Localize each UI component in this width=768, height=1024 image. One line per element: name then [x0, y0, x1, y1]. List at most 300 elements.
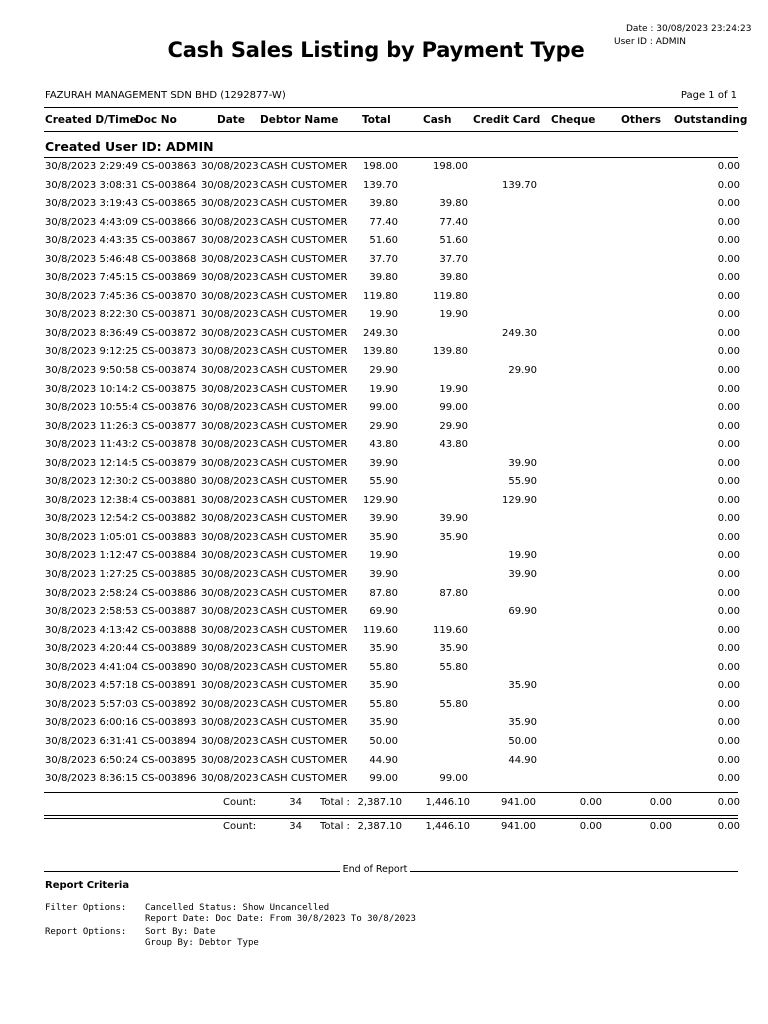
table-row	[0, 418, 768, 437]
row-total: 129.90	[363, 494, 398, 506]
row-debtor: CASH CUSTOMER	[260, 216, 348, 228]
row-total: 51.60	[369, 235, 398, 247]
row-date: 30/08/2023	[201, 309, 259, 321]
row-cash: 51.60	[439, 235, 468, 247]
row-outstanding: 0.00	[717, 513, 740, 525]
row-total: 87.80	[369, 587, 398, 599]
row-debtor: CASH CUSTOMER	[260, 698, 348, 710]
table-row	[0, 473, 768, 492]
row-total: 99.00	[369, 402, 398, 414]
row-doc-no: CS-003885	[141, 569, 197, 581]
row-debtor: CASH CUSTOMER	[260, 383, 348, 395]
row-date: 30/08/2023	[201, 494, 259, 506]
total-label: Total :	[320, 797, 350, 808]
company-name: FAZURAH MANAGEMENT SDN BHD (1292877-W)	[45, 90, 286, 101]
row-cash: 35.90	[439, 643, 468, 655]
table-row	[0, 585, 768, 604]
row-total: 39.90	[369, 457, 398, 469]
row-debtor: CASH CUSTOMER	[260, 773, 348, 785]
row-outstanding: 0.00	[717, 457, 740, 469]
row-doc-no: CS-003867	[141, 235, 197, 247]
table-row	[0, 696, 768, 715]
col-cash: Cash	[423, 114, 452, 126]
row-doc-no: CS-003894	[141, 735, 197, 747]
row-credit-card: 35.90	[508, 717, 537, 729]
row-outstanding: 0.00	[717, 198, 740, 210]
row-created-time: 30/8/2023 4:41:04	[45, 661, 139, 673]
row-doc-no: CS-003889	[141, 643, 197, 655]
row-created-time: 30/8/2023 12:30:2	[45, 476, 139, 488]
table-row	[0, 306, 768, 325]
table-row	[0, 399, 768, 418]
row-total: 99.00	[369, 773, 398, 785]
row-date: 30/08/2023	[201, 216, 259, 228]
row-doc-no: CS-003892	[141, 698, 197, 710]
row-doc-no: CS-003886	[141, 587, 197, 599]
row-total: 39.90	[369, 513, 398, 525]
row-debtor: CASH CUSTOMER	[260, 253, 348, 265]
row-date: 30/08/2023	[201, 606, 259, 618]
col-created-dt: Created D/Time	[45, 114, 137, 126]
row-date: 30/08/2023	[201, 513, 259, 525]
row-created-time: 30/8/2023 4:57:18	[45, 680, 139, 692]
col-debtor: Debtor Name	[260, 114, 339, 126]
row-total: 77.40	[369, 216, 398, 228]
sum-others: 0.00	[649, 797, 672, 808]
row-created-time: 30/8/2023 8:36:15	[45, 773, 139, 785]
row-cash: 39.90	[439, 513, 468, 525]
row-debtor: CASH CUSTOMER	[260, 457, 348, 469]
row-outstanding: 0.00	[717, 680, 740, 692]
row-date: 30/08/2023	[201, 235, 259, 247]
col-others: Others	[621, 114, 661, 126]
row-doc-no: CS-003875	[141, 383, 197, 395]
grand-others: 0.00	[649, 821, 672, 832]
row-outstanding: 0.00	[717, 161, 740, 172]
row-total: 198.00	[363, 161, 398, 172]
grand-cash: 1,446.10	[425, 821, 470, 832]
row-cash: 43.80	[439, 439, 468, 451]
table-row	[0, 158, 768, 177]
row-created-time: 30/8/2023 2:58:24	[45, 587, 139, 599]
row-outstanding: 0.00	[717, 606, 740, 618]
row-debtor: CASH CUSTOMER	[260, 531, 348, 543]
row-created-dt	[45, 384, 196, 395]
row-total: 19.90	[369, 383, 398, 395]
row-doc-no: CS-003866	[141, 216, 197, 228]
row-created-dt	[45, 421, 196, 432]
row-doc-no: CS-003877	[141, 420, 197, 432]
row-cash: 55.80	[439, 661, 468, 673]
row-total: 55.80	[369, 661, 398, 673]
row-created-dt	[45, 662, 196, 673]
row-debtor: CASH CUSTOMER	[260, 179, 348, 191]
grand-outstanding: 0.00	[717, 821, 740, 832]
report-option-2: Group By: Debtor Type	[145, 938, 259, 948]
row-created-dt	[45, 402, 196, 413]
row-cash: 39.80	[439, 272, 468, 284]
row-date: 30/08/2023	[201, 569, 259, 581]
row-date: 30/08/2023	[201, 383, 259, 395]
row-cash: 39.80	[439, 198, 468, 210]
row-created-time: 30/8/2023 8:22:30	[45, 309, 139, 321]
row-total: 35.90	[369, 531, 398, 543]
row-outstanding: 0.00	[717, 383, 740, 395]
row-created-dt	[45, 680, 196, 691]
row-outstanding: 0.00	[717, 550, 740, 562]
row-date: 30/08/2023	[201, 346, 259, 358]
row-credit-card: 129.90	[502, 494, 537, 506]
row-outstanding: 0.00	[717, 365, 740, 377]
row-created-time: 30/8/2023 2:58:53	[45, 606, 139, 618]
row-created-dt	[45, 550, 196, 561]
row-outstanding: 0.00	[717, 327, 740, 339]
row-date: 30/08/2023	[201, 698, 259, 710]
row-outstanding: 0.00	[717, 531, 740, 543]
row-credit-card: 44.90	[508, 754, 537, 766]
row-total: 35.90	[369, 643, 398, 655]
row-date: 30/08/2023	[201, 420, 259, 432]
header-top-rule	[44, 107, 738, 108]
row-date: 30/08/2023	[201, 773, 259, 785]
report-options-line-2	[45, 938, 259, 948]
row-outstanding: 0.00	[717, 698, 740, 710]
row-doc-no: CS-003863	[141, 161, 197, 172]
row-debtor: CASH CUSTOMER	[260, 476, 348, 488]
end-of-report-text: End of Report	[342, 864, 408, 875]
row-debtor: CASH CUSTOMER	[260, 606, 348, 618]
row-total: 50.00	[369, 735, 398, 747]
row-created-time: 30/8/2023 8:36:49	[45, 327, 139, 339]
row-credit-card: 29.90	[508, 365, 537, 377]
table-row	[0, 269, 768, 288]
row-doc-no: CS-003891	[141, 680, 197, 692]
row-doc-no: CS-003869	[141, 272, 197, 284]
row-created-dt	[45, 254, 196, 265]
row-total: 29.90	[369, 365, 398, 377]
row-total: 69.90	[369, 606, 398, 618]
group-label: Created User ID: ADMIN	[45, 139, 214, 154]
row-credit-card: 39.90	[508, 457, 537, 469]
row-created-time: 30/8/2023 1:12:47	[45, 550, 139, 562]
row-created-dt	[45, 291, 196, 302]
row-created-dt	[45, 495, 196, 506]
row-outstanding: 0.00	[717, 494, 740, 506]
row-created-dt	[45, 606, 196, 617]
col-outstanding: Outstanding	[674, 114, 748, 126]
row-debtor: CASH CUSTOMER	[260, 494, 348, 506]
row-date: 30/08/2023	[201, 754, 259, 766]
row-doc-no: CS-003880	[141, 476, 197, 488]
grand-count-label: Count:	[223, 821, 257, 832]
row-created-time: 30/8/2023 2:29:49	[45, 161, 139, 172]
row-outstanding: 0.00	[717, 290, 740, 302]
row-date: 30/08/2023	[201, 531, 259, 543]
row-doc-no: CS-003882	[141, 513, 197, 525]
table-row	[0, 343, 768, 362]
report-options-line-1	[45, 927, 215, 937]
row-date: 30/08/2023	[201, 643, 259, 655]
col-credit-card: Credit Card	[473, 114, 541, 126]
row-debtor: CASH CUSTOMER	[260, 346, 348, 358]
row-created-time: 30/8/2023 9:12:25	[45, 346, 139, 358]
row-total: 35.90	[369, 680, 398, 692]
column-headers	[0, 114, 768, 128]
row-date: 30/08/2023	[201, 253, 259, 265]
row-created-time: 30/8/2023 7:45:15	[45, 272, 139, 284]
row-doc-no: CS-003890	[141, 661, 197, 673]
row-total: 35.90	[369, 717, 398, 729]
row-credit-card: 69.90	[508, 606, 537, 618]
row-created-dt	[45, 588, 196, 599]
row-debtor: CASH CUSTOMER	[260, 439, 348, 451]
row-created-time: 30/8/2023 10:55:4	[45, 402, 139, 414]
table-row	[0, 436, 768, 455]
row-date: 30/08/2023	[201, 476, 259, 488]
row-created-dt	[45, 180, 196, 191]
row-outstanding: 0.00	[717, 476, 740, 488]
row-total: 29.90	[369, 420, 398, 432]
row-outstanding: 0.00	[717, 402, 740, 414]
row-debtor: CASH CUSTOMER	[260, 680, 348, 692]
row-debtor: CASH CUSTOMER	[260, 161, 348, 172]
table-row	[0, 492, 768, 511]
row-credit-card: 139.70	[502, 179, 537, 191]
row-cash: 29.90	[439, 420, 468, 432]
row-created-time: 30/8/2023 1:05:01	[45, 531, 139, 543]
row-date: 30/08/2023	[201, 624, 259, 636]
row-doc-no: CS-003870	[141, 290, 197, 302]
row-created-time: 30/8/2023 11:26:3	[45, 420, 139, 432]
row-created-dt	[45, 161, 196, 172]
row-cash: 35.90	[439, 531, 468, 543]
row-doc-no: CS-003881	[141, 494, 197, 506]
row-created-time: 30/8/2023 5:57:03	[45, 698, 139, 710]
row-created-dt	[45, 458, 196, 469]
count-label: Count:	[223, 797, 257, 808]
row-date: 30/08/2023	[201, 735, 259, 747]
row-total: 19.90	[369, 550, 398, 562]
row-outstanding: 0.00	[717, 235, 740, 247]
row-outstanding: 0.00	[717, 253, 740, 265]
table-row	[0, 195, 768, 214]
row-date: 30/08/2023	[201, 402, 259, 414]
row-doc-no: CS-003887	[141, 606, 197, 618]
row-date: 30/08/2023	[201, 198, 259, 210]
row-created-time: 30/8/2023 3:08:31	[45, 179, 139, 191]
row-created-time: 30/8/2023 6:00:16	[45, 717, 139, 729]
row-created-time: 30/8/2023 3:19:43	[45, 198, 139, 210]
filter-options-label: Filter Options:	[45, 903, 127, 913]
row-outstanding: 0.00	[717, 624, 740, 636]
row-created-dt	[45, 755, 196, 766]
row-created-dt	[45, 773, 196, 784]
row-debtor: CASH CUSTOMER	[260, 717, 348, 729]
row-created-time: 30/8/2023 6:50:24	[45, 754, 139, 766]
grand-summary	[0, 821, 768, 835]
table-row	[0, 752, 768, 771]
row-outstanding: 0.00	[717, 643, 740, 655]
row-credit-card: 50.00	[508, 735, 537, 747]
row-total: 55.90	[369, 476, 398, 488]
row-outstanding: 0.00	[717, 346, 740, 358]
row-outstanding: 0.00	[717, 773, 740, 785]
report-option-1: Sort By: Date	[145, 927, 216, 937]
group-summary	[0, 797, 768, 811]
row-cash: 99.00	[439, 402, 468, 414]
row-total: 119.80	[363, 290, 398, 302]
row-created-time: 30/8/2023 12:54:2	[45, 513, 139, 525]
row-debtor: CASH CUSTOMER	[260, 661, 348, 673]
row-doc-no: CS-003868	[141, 253, 197, 265]
row-total: 139.80	[363, 346, 398, 358]
row-cash: 139.80	[433, 346, 468, 358]
row-date: 30/08/2023	[201, 587, 259, 599]
row-created-dt	[45, 217, 196, 228]
row-credit-card: 35.90	[508, 680, 537, 692]
row-doc-no: CS-003878	[141, 439, 197, 451]
row-total: 39.80	[369, 272, 398, 284]
count-value: 34	[289, 797, 302, 808]
row-outstanding: 0.00	[717, 179, 740, 191]
table-row	[0, 714, 768, 733]
row-total: 55.80	[369, 698, 398, 710]
row-total: 39.90	[369, 569, 398, 581]
criteria-title: Report Criteria	[45, 880, 130, 891]
row-cash: 119.80	[433, 290, 468, 302]
row-cash: 87.80	[439, 587, 468, 599]
row-cash: 55.80	[439, 698, 468, 710]
grand-count-value: 34	[289, 821, 302, 832]
row-cash: 19.90	[439, 383, 468, 395]
row-debtor: CASH CUSTOMER	[260, 402, 348, 414]
table-row	[0, 251, 768, 270]
sum-cheque: 0.00	[579, 797, 602, 808]
row-created-time: 30/8/2023 4:43:09	[45, 216, 139, 228]
row-created-time: 30/8/2023 5:46:48	[45, 253, 139, 265]
report-rows	[0, 158, 768, 789]
grand-total-rule	[44, 815, 738, 819]
row-outstanding: 0.00	[717, 439, 740, 451]
row-date: 30/08/2023	[201, 272, 259, 284]
row-doc-no: CS-003873	[141, 346, 197, 358]
header-bottom-rule	[44, 131, 738, 132]
table-row	[0, 640, 768, 659]
row-outstanding: 0.00	[717, 717, 740, 729]
row-credit-card: 19.90	[508, 550, 537, 562]
row-debtor: CASH CUSTOMER	[260, 569, 348, 581]
row-created-dt	[45, 439, 196, 450]
sum-credit-card: 941.00	[501, 797, 536, 808]
row-outstanding: 0.00	[717, 309, 740, 321]
row-date: 30/08/2023	[201, 457, 259, 469]
subtotal-rule	[44, 792, 738, 793]
row-debtor: CASH CUSTOMER	[260, 272, 348, 284]
row-date: 30/08/2023	[201, 439, 259, 451]
grand-credit-card: 941.00	[501, 821, 536, 832]
row-created-time: 30/8/2023 12:38:4	[45, 494, 139, 506]
grand-total-label: Total :	[320, 821, 350, 832]
end-rule-right	[410, 871, 738, 872]
row-outstanding: 0.00	[717, 216, 740, 228]
row-doc-no: CS-003888	[141, 624, 197, 636]
end-rule-left	[44, 871, 340, 872]
row-created-time: 30/8/2023 6:31:41	[45, 735, 139, 747]
sum-cash: 1,446.10	[425, 797, 470, 808]
row-outstanding: 0.00	[717, 587, 740, 599]
row-created-time: 30/8/2023 11:43:2	[45, 439, 139, 451]
row-outstanding: 0.00	[717, 661, 740, 673]
row-debtor: CASH CUSTOMER	[260, 327, 348, 339]
row-created-dt	[45, 365, 196, 376]
row-created-time: 30/8/2023 4:20:44	[45, 643, 139, 655]
row-doc-no: CS-003893	[141, 717, 197, 729]
row-doc-no: CS-003864	[141, 179, 197, 191]
row-debtor: CASH CUSTOMER	[260, 587, 348, 599]
table-row	[0, 232, 768, 251]
report-title: Cash Sales Listing by Payment Type	[167, 38, 585, 62]
row-debtor: CASH CUSTOMER	[260, 754, 348, 766]
row-created-time: 30/8/2023 4:13:42	[45, 624, 139, 636]
table-row	[0, 510, 768, 529]
row-created-dt	[45, 569, 196, 580]
row-debtor: CASH CUSTOMER	[260, 550, 348, 562]
row-cash: 77.40	[439, 216, 468, 228]
end-of-report	[44, 864, 738, 878]
row-total: 249.30	[363, 327, 398, 339]
row-debtor: CASH CUSTOMER	[260, 198, 348, 210]
row-outstanding: 0.00	[717, 735, 740, 747]
row-doc-no: CS-003876	[141, 402, 197, 414]
print-user: User ID : ADMIN	[614, 37, 686, 47]
row-doc-no: CS-003874	[141, 365, 197, 377]
row-doc-no: CS-003884	[141, 550, 197, 562]
row-date: 30/08/2023	[201, 717, 259, 729]
sum-total: 2,387.10	[357, 797, 402, 808]
row-debtor: CASH CUSTOMER	[260, 235, 348, 247]
row-total: 39.80	[369, 198, 398, 210]
table-row	[0, 770, 768, 789]
filter-options-line-1	[45, 903, 329, 913]
row-created-dt	[45, 346, 196, 357]
filter-option-1: Cancelled Status: Show Uncancelled	[145, 903, 330, 913]
table-row	[0, 659, 768, 678]
row-created-time: 30/8/2023 9:50:58	[45, 365, 139, 377]
table-row	[0, 288, 768, 307]
row-total: 44.90	[369, 754, 398, 766]
row-date: 30/08/2023	[201, 365, 259, 377]
row-debtor: CASH CUSTOMER	[260, 420, 348, 432]
filter-options-line-2	[45, 914, 416, 924]
table-row	[0, 381, 768, 400]
row-doc-no: CS-003883	[141, 531, 197, 543]
page-number: Page 1 of 1	[680, 90, 737, 101]
row-debtor: CASH CUSTOMER	[260, 643, 348, 655]
row-doc-no: CS-003871	[141, 309, 197, 321]
filter-option-2: Report Date: Doc Date: From 30/8/2023 To 30/8/2023	[145, 914, 416, 924]
table-row	[0, 529, 768, 548]
table-row	[0, 603, 768, 622]
row-created-dt	[45, 309, 196, 320]
row-debtor: CASH CUSTOMER	[260, 513, 348, 525]
col-doc-no: Doc No	[135, 114, 177, 126]
row-outstanding: 0.00	[717, 569, 740, 581]
row-outstanding: 0.00	[717, 420, 740, 432]
row-cash: 19.90	[439, 309, 468, 321]
col-total: Total	[362, 114, 391, 126]
row-created-time: 30/8/2023 4:43:35	[45, 235, 139, 247]
row-date: 30/08/2023	[201, 290, 259, 302]
